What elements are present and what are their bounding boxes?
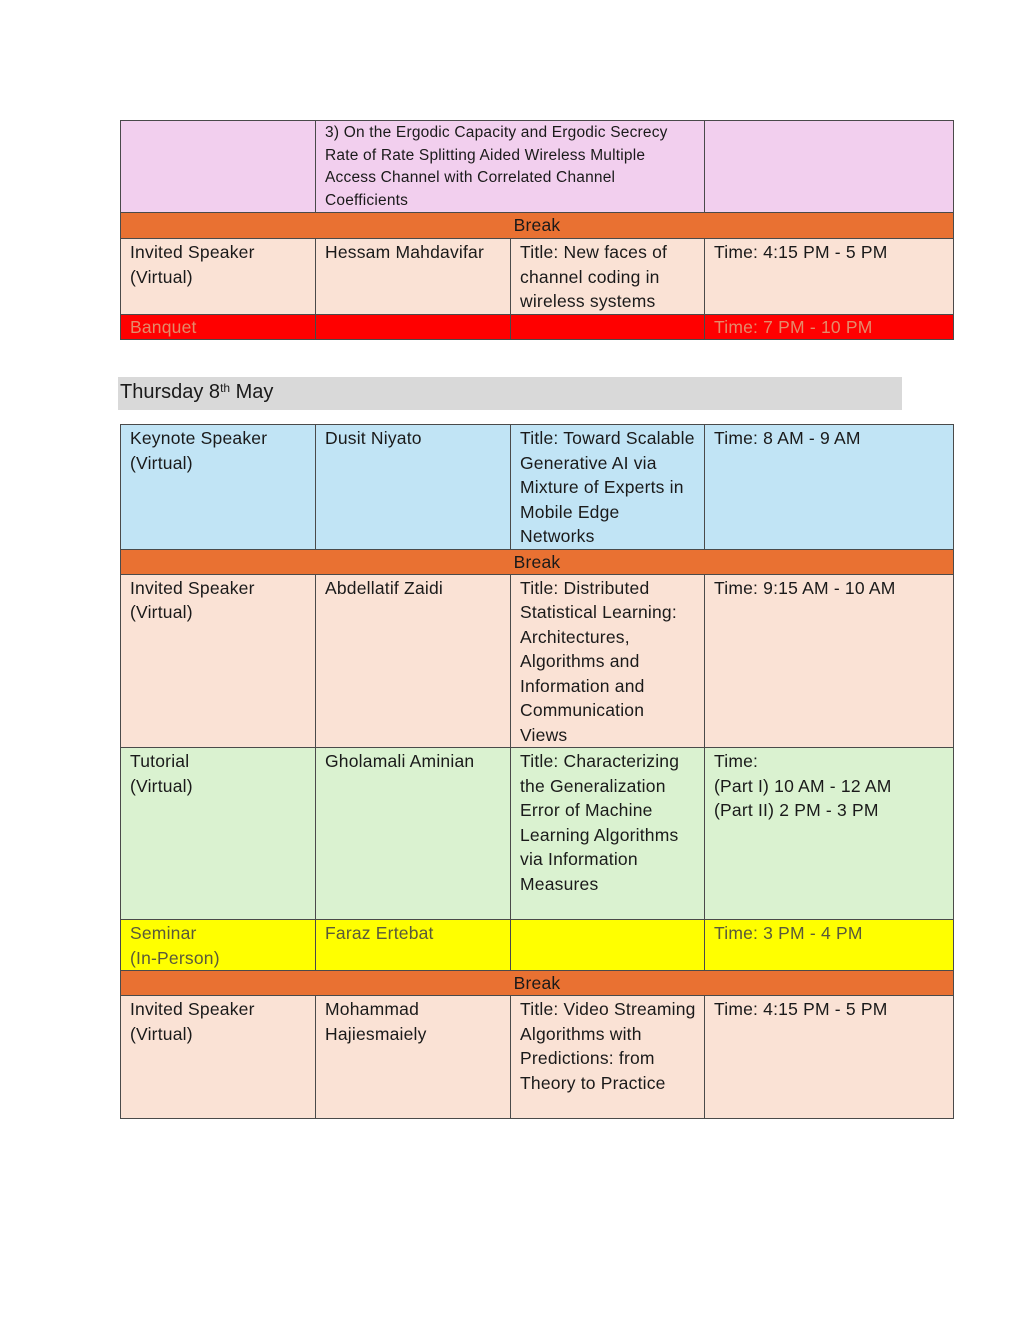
banquet-time: Time: 7 PM - 10 PM bbox=[705, 314, 954, 339]
invited-speaker-row bbox=[121, 996, 954, 1119]
session-type-label: Invited Speaker bbox=[130, 577, 255, 598]
session-time: Time: 4:15 PM - 5 PM bbox=[705, 996, 954, 1119]
session-type bbox=[121, 574, 316, 748]
speaker-name: Faraz Ertebat bbox=[316, 920, 511, 971]
day-header-sup: th bbox=[220, 381, 231, 395]
time-part1: (Part I) 10 AM - 12 AM bbox=[714, 775, 892, 796]
banquet-empty-2 bbox=[511, 314, 705, 339]
session-mode: (Virtual) bbox=[130, 266, 193, 287]
talk-title: Title: Toward Scalable Generative AI via Mixture of Experts in Mobile Edge Networks bbox=[511, 425, 705, 550]
session-time bbox=[705, 748, 954, 920]
session-type bbox=[121, 239, 316, 315]
paper-row bbox=[121, 121, 954, 213]
session-type bbox=[121, 748, 316, 920]
break-row bbox=[121, 549, 954, 574]
tutorial-row bbox=[121, 748, 954, 920]
talk-title: Title: Video Streaming Algorithms with Predictions: from Theory to Practice bbox=[511, 996, 705, 1119]
break-label: Break bbox=[121, 213, 954, 239]
session-mode: (In-Person) bbox=[130, 947, 220, 968]
break-label: Break bbox=[121, 971, 954, 996]
session-time: Time: 8 AM - 9 AM bbox=[705, 425, 954, 550]
session-time: Time: 9:15 AM - 10 AM bbox=[705, 574, 954, 748]
paper-row-col4 bbox=[705, 121, 954, 213]
session-type-label: Seminar bbox=[130, 923, 197, 943]
talk-title: Title: New faces of channel coding in wireless systems bbox=[511, 239, 705, 315]
time-label: Time: bbox=[714, 751, 759, 771]
seminar-row bbox=[121, 920, 954, 971]
talk-title bbox=[511, 920, 705, 971]
break-row bbox=[121, 213, 954, 239]
invited-speaker-row bbox=[121, 239, 954, 315]
time-part2: (Part II) 2 PM - 3 PM bbox=[714, 800, 879, 820]
banquet-empty-1 bbox=[316, 314, 511, 339]
schedule-table-previous-day bbox=[120, 120, 954, 340]
session-mode: (Virtual) bbox=[130, 602, 193, 622]
session-time: Time: 3 PM - 4 PM bbox=[705, 920, 954, 971]
session-mode: (Virtual) bbox=[130, 452, 193, 473]
break-label: Break bbox=[121, 549, 954, 574]
speaker-name: Abdellatif Zaidi bbox=[316, 574, 511, 748]
speaker-name: Gholamali Aminian bbox=[316, 748, 511, 920]
session-mode: (Virtual) bbox=[130, 1023, 193, 1044]
session-type bbox=[121, 996, 316, 1119]
talk-title: Title: Characterizing the Generalization Error of Machine Learning Algorithms via Information Measures bbox=[511, 748, 705, 920]
paper-row-col1 bbox=[121, 121, 316, 213]
break-row bbox=[121, 971, 954, 996]
speaker-name: Hessam Mahdavifar bbox=[316, 239, 511, 315]
paper-title: 3) On the Ergodic Capacity and Ergodic Secrecy Rate of Rate Splitting Aided Wireless Multiple Access Channel with Correlated Channel Coefficients bbox=[316, 121, 705, 213]
banquet-label: Banquet bbox=[121, 314, 316, 339]
day-header-prefix: Thursday 8 bbox=[120, 381, 221, 403]
keynote-row bbox=[121, 425, 954, 550]
session-type-label: Invited Speaker bbox=[130, 242, 255, 262]
schedule-table-thursday bbox=[120, 424, 954, 1119]
session-type bbox=[121, 425, 316, 550]
session-mode: (Virtual) bbox=[130, 775, 193, 796]
invited-speaker-row bbox=[121, 574, 954, 748]
talk-title: Title: Distributed Statistical Learning: Architectures, Algorithms and Information and Communication Views bbox=[511, 574, 705, 748]
day-header-suffix: May bbox=[230, 381, 274, 403]
session-type-label: Tutorial bbox=[130, 751, 190, 771]
day-header bbox=[118, 377, 902, 410]
speaker-name-line2: Hajiesmaiely bbox=[325, 1023, 427, 1044]
speaker-name: Dusit Niyato bbox=[316, 425, 511, 550]
speaker-name-line1: Mohammad bbox=[325, 999, 419, 1019]
session-type bbox=[121, 920, 316, 971]
banquet-row bbox=[121, 314, 954, 339]
session-time: Time: 4:15 PM - 5 PM bbox=[705, 239, 954, 315]
session-type-label: Invited Speaker bbox=[130, 999, 255, 1019]
speaker-name bbox=[316, 996, 511, 1119]
session-type-label: Keynote Speaker bbox=[130, 428, 268, 448]
